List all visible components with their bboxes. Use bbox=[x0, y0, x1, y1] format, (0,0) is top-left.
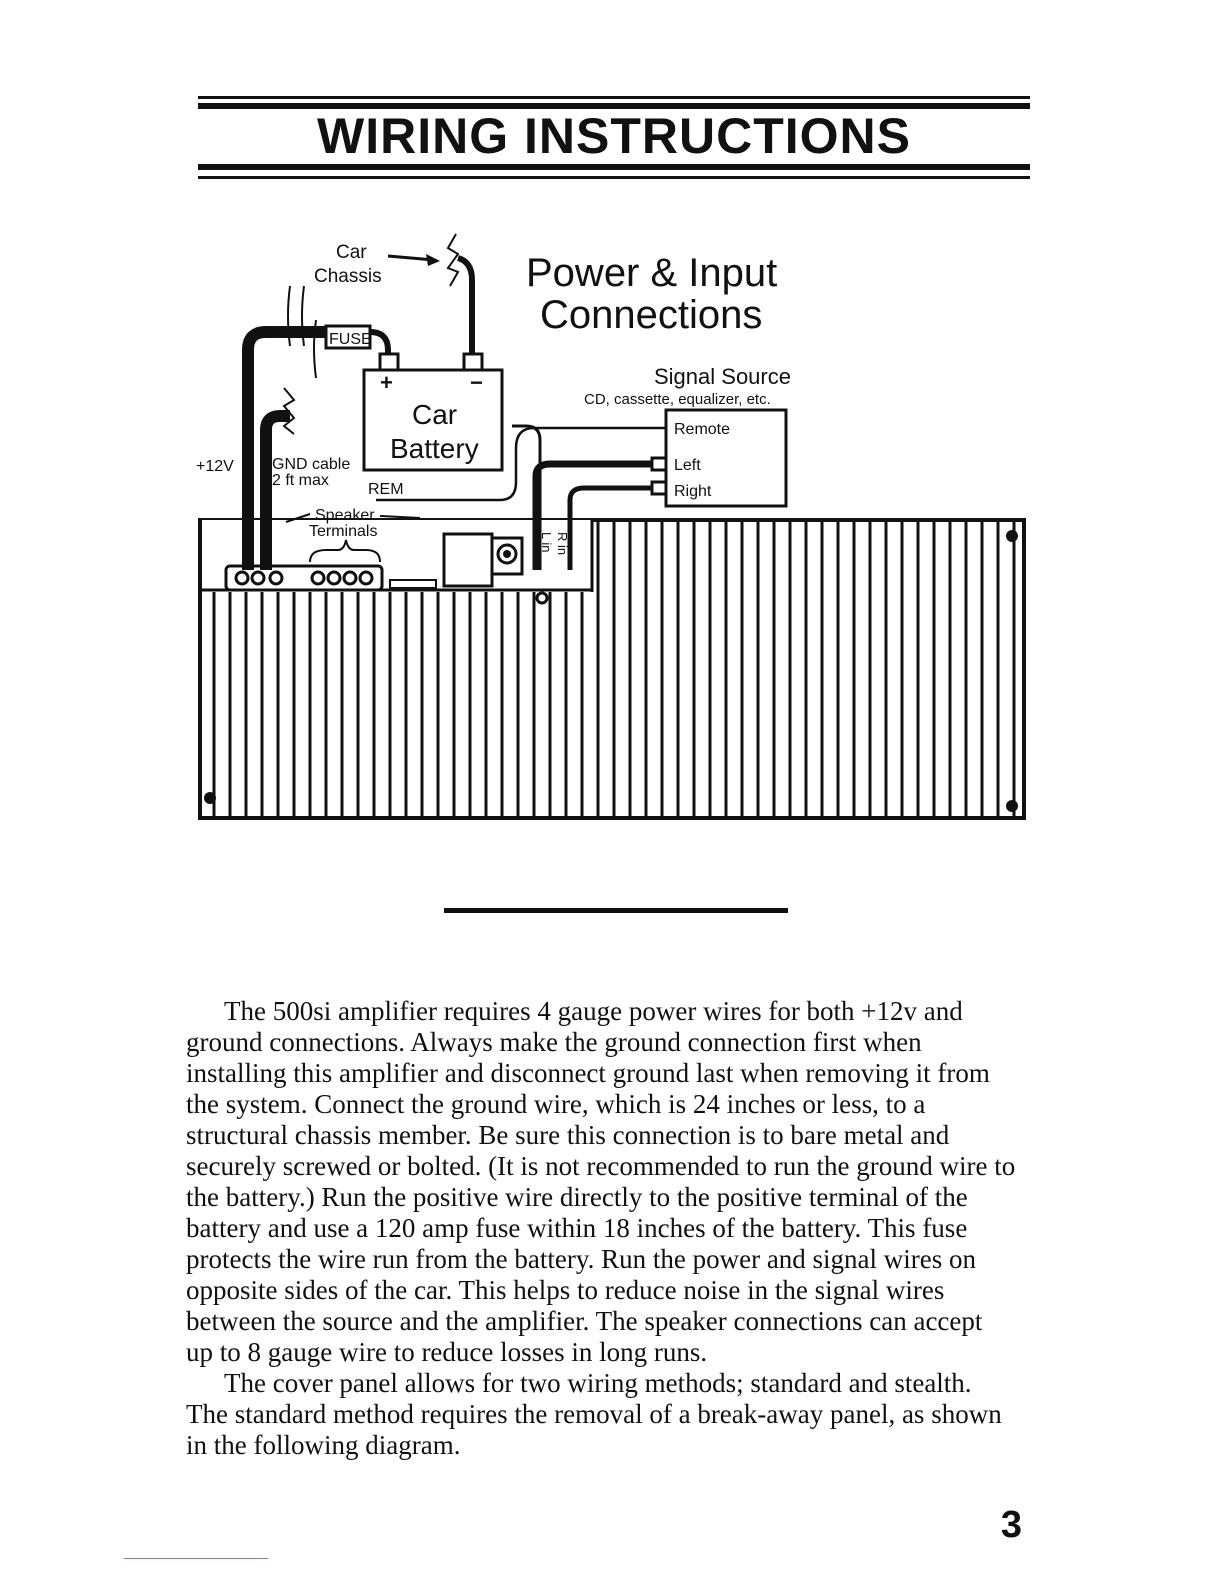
gnd-cable-label-line2: 2 ft max bbox=[272, 472, 329, 489]
gnd-cable-label-line1: GND cable bbox=[272, 456, 351, 473]
wiring-diagram bbox=[190, 220, 1040, 830]
car-chassis-label-line1: Car bbox=[336, 242, 367, 263]
rca-input-icon bbox=[537, 593, 547, 603]
input-l-label: L in bbox=[539, 532, 554, 553]
mount-screw-icon bbox=[204, 792, 216, 804]
fuse-label: FUSE bbox=[329, 331, 372, 348]
chassis-ground-icon bbox=[448, 234, 458, 286]
body-paragraph-2: The cover panel allows for two wiring methods; standard and stealth. The standard method requires the removal of a break-away panel, as shown in the following diagram. bbox=[186, 1368, 1002, 1460]
signal-left-label: Left bbox=[674, 457, 701, 474]
body-paragraph-1: The 500si amplifier requires 4 gauge power wires for both +12v and ground connections. Always make the ground connection first when installing this amplifier and disconnect ground last when removing it from the system. Connect the ground wire, which is 24 inches or less, to a structural chassis member. Be sure this connection is to bare metal and securely screwed or bolted. (It is not recommended to run the ground wire to the battery.) Run the positive wire directly to the positive terminal of the battery and use a 120 amp fuse within 18 inches of the battery. This fuse protects the wire run from the battery. Run the power and signal wires on opposite sides of the car. This helps to reduce noise in the signal wires between the source and the amplifier. The speaker connections can accept up to 8 gauge wire to reduce losses in long runs. bbox=[186, 996, 1016, 1367]
diagram-heading-line1: Power & Input bbox=[526, 251, 778, 295]
diagram-heading-line2: Connections bbox=[540, 293, 763, 337]
footer-line bbox=[124, 1558, 268, 1559]
body-text bbox=[186, 996, 1016, 1461]
rem-label: REM bbox=[368, 481, 404, 498]
rca-right-output-icon bbox=[652, 482, 666, 494]
battery-ground-wire bbox=[458, 258, 472, 364]
mount-screw-icon bbox=[1006, 530, 1018, 542]
signal-source-title: Signal Source bbox=[654, 364, 791, 389]
car-chassis-label-line2: Chassis bbox=[314, 266, 382, 287]
battery-label-line2: Battery bbox=[390, 433, 479, 464]
signal-remote-label: Remote bbox=[674, 421, 731, 438]
battery-label-line1: Car bbox=[412, 399, 458, 430]
rca-left-output-icon bbox=[652, 458, 666, 470]
section-divider bbox=[444, 908, 788, 913]
signal-source-subtitle: CD, cassette, equalizer, etc. bbox=[584, 391, 771, 408]
speaker-terminal-icon bbox=[360, 572, 372, 584]
power-terminal-icon bbox=[236, 572, 248, 584]
power-terminal-icon bbox=[270, 572, 282, 584]
input-r-label: R in bbox=[555, 532, 570, 556]
speaker-terminal-icon bbox=[344, 572, 356, 584]
page-title: WIRING INSTRUCTIONS bbox=[317, 108, 911, 164]
speaker-terminal-icon bbox=[312, 572, 324, 584]
title-rules-bottom bbox=[198, 164, 1030, 184]
plus12v-label: +12V bbox=[196, 458, 234, 475]
power-terminal-icon bbox=[252, 572, 264, 584]
speaker-terminals-label-line1: Speaker bbox=[315, 507, 375, 524]
mount-screw-icon bbox=[1006, 800, 1018, 812]
car-battery bbox=[364, 354, 502, 470]
page-number: 3 bbox=[1000, 1504, 1022, 1546]
speaker-terminals-label-line2: Terminals bbox=[309, 523, 378, 540]
battery-minus-label: − bbox=[470, 370, 483, 395]
signal-right-label: Right bbox=[674, 483, 712, 500]
battery-plus-label: + bbox=[380, 370, 393, 395]
speaker-terminal-icon bbox=[328, 572, 340, 584]
